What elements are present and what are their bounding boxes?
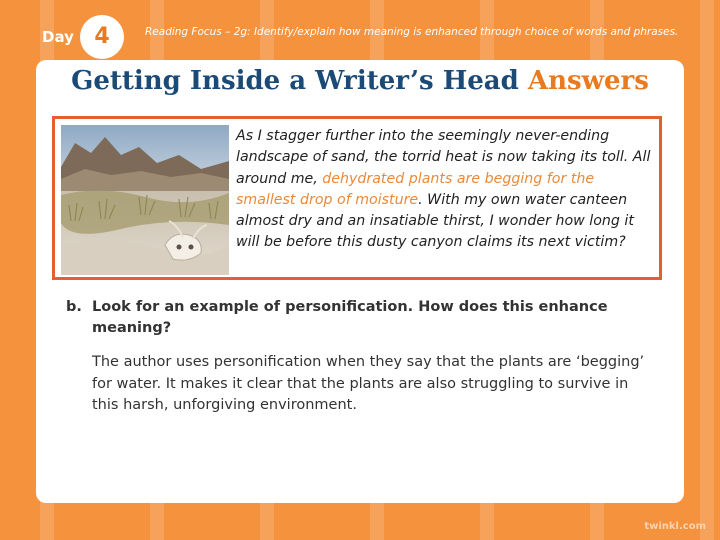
page-title <box>0 66 720 96</box>
extract-box <box>52 116 662 280</box>
answer-text: The author uses personification when they say that the plants are ‘begging’ for water. It makes it clear that the plants are also struggling to survive in this harsh, unforgiving environment. <box>92 354 645 413</box>
extract-highlight: dehydrated plants are begging for the smallest drop of moisture <box>236 170 595 208</box>
desert-skull-image <box>61 125 229 275</box>
day-label: Day <box>42 28 74 46</box>
day-number: 4 <box>94 24 110 49</box>
desert-photo <box>61 125 229 275</box>
title-accent: Answers <box>527 66 649 96</box>
question-text: Look for an example of personification. How does this enhance meaning? <box>92 299 608 336</box>
day-badge <box>80 15 124 59</box>
title-main: Getting Inside a Writer’s Head <box>71 66 519 96</box>
question-letter: b. <box>66 299 82 315</box>
extract-after: . With my own water canteen almost dry and an insatiable thirst, I wonder how long it will be before this dusty canyon claims its next victim? <box>236 191 634 251</box>
twinkl-logo: twinkl.com <box>644 521 706 532</box>
extract-before: As I stagger further into the seemingly never-ending landscape of sand, the torrid heat is now taking its toll. All around me, <box>236 128 651 187</box>
reading-focus: Reading Focus – 2g: Identify/explain how meaning is enhanced through choice of words and phrases. <box>145 26 679 38</box>
extract-text <box>236 126 654 254</box>
